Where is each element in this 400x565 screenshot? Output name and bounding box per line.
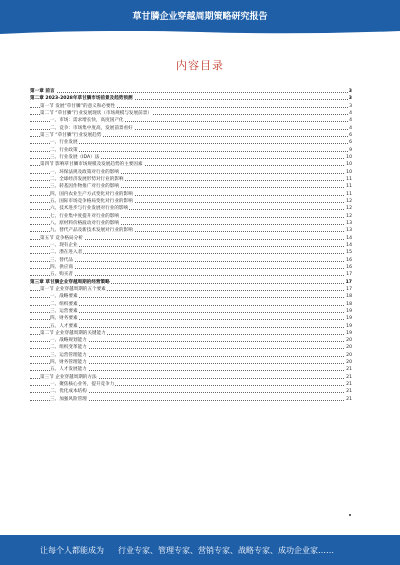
toc-entry-page: 21 [346,382,352,388]
toc-entry-text: 二、潜在进入者 [50,250,83,256]
toc-entry[interactable] [30,183,352,190]
toc-entry-text: 五、人才发展能力 [50,367,87,373]
toc-entry[interactable] [30,366,352,373]
toc-entry-page: 20 [346,345,352,351]
toc-entry-text: 二、优化成本结构 [50,389,87,395]
toc-entry-text: 三、转基因作物推广对行业的影响 [50,184,119,190]
toc-entry[interactable] [30,242,352,249]
toc-entry-text: 二、行业政策 [50,147,78,153]
toc-entry[interactable] [30,257,352,264]
toc-entry-text: 第三章 草甘膦企业穿越周期的经营策略 [30,279,110,285]
toc-entry[interactable] [30,95,352,102]
toc-entry-page: 12 [346,198,352,204]
toc-entry-text: 六、技术进步与行业发展对行业的影响 [50,206,129,212]
toc-entry[interactable] [30,125,352,132]
toc-entry-page: 19 [346,308,352,314]
toc-entry-page: 19 [346,316,352,322]
toc-entry-text: 三、加强风险管理 [50,396,87,402]
toc-dot-leader [30,268,352,269]
toc-entry-page: 3 [349,103,352,109]
toc-entry-page: 21 [346,389,352,395]
toc-entry-page: 14 [346,242,352,248]
toc-entry[interactable] [30,205,352,212]
toc-entry[interactable] [30,161,352,168]
toc-entry-text: 七、行业集中度提升对行业的影响 [50,213,119,219]
toc-entry-page: 9 [349,147,352,153]
report-title: 草甘膦企业穿越周期策略研究报告 [132,12,268,22]
toc-entry[interactable] [30,344,352,351]
toc-entry-page: 11 [346,184,352,190]
footer-slogan-left: 让每个人都能成为 [40,546,104,555]
toc-entry-text: 一、市场：需求增长快，高度国产化 [50,118,124,124]
toc-entry-page: 21 [346,367,352,373]
toc-entry-page: 17 [345,279,352,285]
toc-entry-text: 一、现有企业 [50,242,78,248]
toc-entry[interactable] [30,103,352,110]
toc-entry-page: 10 [346,154,352,160]
toc-entry-text: 四、财务管理能力 [50,360,87,366]
toc-entry-page: 12 [346,213,352,219]
toc-entry-text: 二、全球经济发展形势对行业的影响 [50,176,124,182]
toc-entry-page: 16 [346,257,352,263]
toc-entry[interactable] [30,139,352,146]
toc-entry[interactable] [30,213,352,220]
toc-entry-text: 四、财务要素 [50,316,78,322]
toc-entry-page: 18 [346,294,352,300]
toc-entry-page: 18 [346,301,352,307]
toc-entry[interactable] [30,147,352,154]
toc-entry-text: 四、供应商 [50,264,73,270]
toc-entry-page: 3 [348,96,352,102]
toc-entry[interactable] [30,191,352,198]
toc-entry-page: 6 [349,132,352,138]
toc-entry-page: 14 [346,235,352,241]
toc-entry[interactable] [30,117,352,124]
footer-slogan-right: 行业专家、管理专家、营销专家、战略专家、成功企业家…… [118,546,334,555]
toc-entry-text: 五、国际市场竞争格局变化对行业的影响 [50,198,133,204]
toc-entry[interactable] [30,271,352,278]
toc-entry-text: 五、人才要素 [50,323,78,329]
toc-entry-page: 11 [346,176,352,182]
toc-entry[interactable] [30,330,352,337]
toc-entry[interactable] [30,308,352,315]
toc-entry-text: 三、行业发展（IDA）法 [50,154,100,160]
toc-entry[interactable] [30,132,352,139]
toc-entry-text: 第一节 企业穿越周期的五个要素 [40,286,106,292]
toc-entry-text: 第二节 “草甘膦”行业发展现状（市场规模与发展前景） [40,110,152,116]
toc-entry[interactable] [30,396,352,403]
toc-entry[interactable] [30,315,352,322]
toc-entry-page: 17 [346,272,352,278]
toc-entry[interactable] [30,264,352,271]
toc-entry-page: 16 [346,264,352,270]
toc-entry-page: 13 [346,220,352,226]
toc-entry-page: 12 [346,206,352,212]
toc-entry-text: 一、环保法规及政策对行业的影响 [50,169,119,175]
toc-entry[interactable] [30,110,352,117]
toc-dot-leader [30,92,352,93]
toc-entry[interactable] [30,220,352,227]
toc-entry-page: 21 [346,374,352,380]
toc-entry-text: 八、原材料价格波动对行业的影响 [50,220,119,226]
toc-entry-page: 13 [346,228,352,234]
toc-entry-page: 20 [346,360,352,366]
toc-entry-text: 一、战略要素 [50,294,78,300]
report-header [0,0,400,31]
toc-entry[interactable] [30,374,352,381]
toc-entry[interactable] [30,293,352,300]
toc-entry-text: 五、购买者 [50,272,73,278]
toc-entry-text: 第三节 企业穿越周期的方法 [40,374,97,380]
toc-entry-page: 10 [346,162,352,168]
toc-entry-page: 15 [346,250,352,256]
toc-entry[interactable] [30,88,352,95]
toc-entry[interactable] [30,198,352,205]
footer-banner [0,535,400,565]
toc-entry[interactable] [30,176,352,183]
toc-entry[interactable] [30,227,352,234]
toc-entry-page: 6 [349,140,352,146]
page-marker-dot [349,514,351,516]
toc-entry-text: 第四节 影响草甘膦市场规模及发展趋势的主要因素 [40,162,143,168]
toc-entry[interactable] [30,169,352,176]
toc-entry[interactable] [30,279,352,286]
toc-entry[interactable] [30,301,352,308]
toc-entry[interactable] [30,337,352,344]
toc-entry-page: 19 [346,323,352,329]
toc-entry[interactable] [30,286,352,293]
toc-entry-text: 一、聚焦核心业务，提升竞争力 [50,382,115,388]
toc-entry-page: 20 [346,352,352,358]
toc-entry[interactable] [30,323,352,330]
toc-entry-text: 一、战略规划能力 [50,338,87,344]
toc-entry-page: 11 [346,191,352,197]
toc-entry-page: 20 [346,338,352,344]
toc-entry[interactable] [30,381,352,388]
toc-entry[interactable] [30,249,352,256]
toc-entry-text: 三、运营要素 [50,308,78,314]
header-wave-decoration [0,29,400,35]
toc-entry-text: 二、组织变革能力 [50,345,87,351]
toc-entry[interactable] [30,388,352,395]
toc-entry-text: 第三节 “草甘膦”行业发展趋势 [40,132,102,138]
toc-entry-page: 19 [346,330,352,336]
toc-entry-text: 二、组织要素 [50,301,78,307]
toc-entry[interactable] [30,352,352,359]
toc-title: 内容目录 [176,59,224,72]
toc-entry-text: 三、替代品 [50,257,73,263]
toc-entry-text: 第一节 发展“草甘膦”的意义和必要性 [40,103,116,109]
toc-entry-page: 4 [349,110,352,116]
toc-entry-text: 二、竞争：市场集中度高，发展前景看好 [50,125,133,131]
toc-dot-leader [30,261,352,262]
toc-entry-text: 九、替代产品及新技术发展对行业的影响 [50,228,133,234]
toc-entry-text: 一、行业发展 [50,140,78,146]
toc-entry-text: 第一章 前言 [30,89,55,94]
table-of-contents [30,88,352,403]
toc-entry-page: 10 [346,169,352,175]
toc-entry-text: 第二章 2023-2028年草甘膦市场前景及趋势预测 [30,96,133,102]
toc-entry-page: 21 [346,396,352,402]
toc-entry-text: 第五节 竞争格局分析 [40,235,83,241]
toc-entry-page: 17 [346,286,352,292]
toc-entry-page: 4 [349,125,352,131]
toc-entry[interactable] [30,235,352,242]
toc-entry[interactable] [30,154,352,161]
toc-dot-leader [30,275,352,276]
toc-entry-text: 四、国内农业生产方式变化对行业的影响 [50,191,133,197]
toc-entry-page: 4 [349,118,352,124]
toc-entry-page: 3 [348,89,352,94]
toc-entry-text: 第二节 企业穿越周期的关键能力 [40,330,106,336]
toc-entry-text: 三、运营管理能力 [50,352,87,358]
toc-entry[interactable] [30,359,352,366]
